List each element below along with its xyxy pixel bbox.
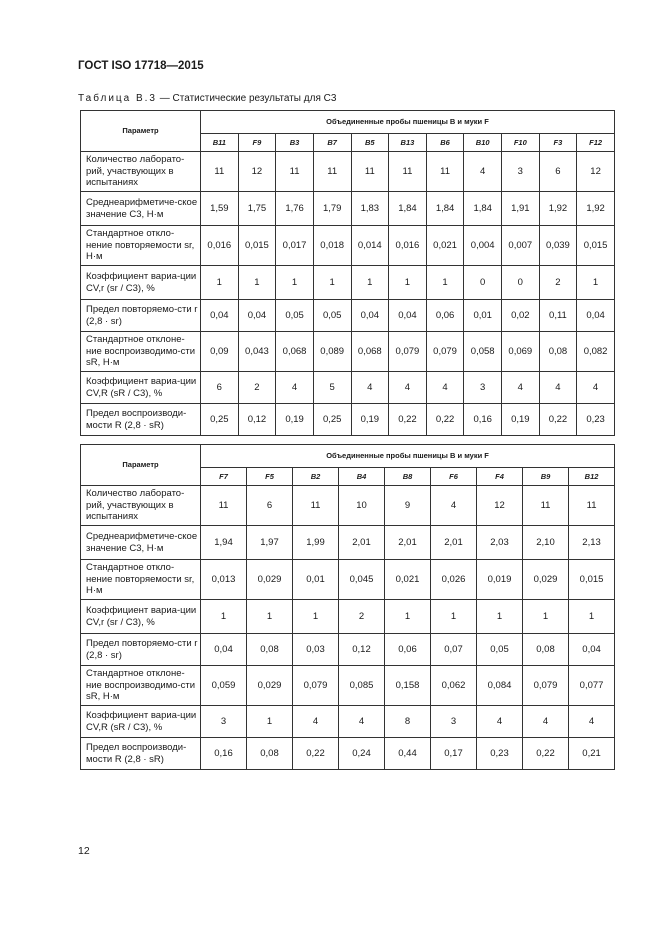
row-label: Стандартное откло-нение повторяемости sr, Н·м [81,226,201,266]
sample-code-header: B7 [313,134,351,152]
table-cell: 1 [201,266,239,300]
table-cell: 0,12 [238,404,276,436]
table-cell: 0,015 [569,560,615,600]
table-cell: 1,83 [351,192,389,226]
table-caption [78,93,336,104]
table-cell: 1 [577,266,615,300]
sample-code-header: B6 [426,134,464,152]
table-cell: 1,92 [539,192,577,226]
table-cell: 0,089 [313,332,351,372]
sample-code-header: B4 [339,468,385,486]
table-cell: 0,029 [523,560,569,600]
table-cell: 0,09 [201,332,239,372]
table-cell: 0,026 [431,560,477,600]
table-cell: 0,058 [464,332,502,372]
table-cell: 0,17 [431,738,477,770]
table-caption-prefix: Таблица В.3 [78,93,157,104]
table-cell: 0,07 [431,634,477,666]
table-cell: 4 [351,372,389,404]
row-label: Предел воспроизводи-мости R (2,8 · sR) [81,738,201,770]
table-cell: 0,16 [201,738,247,770]
sample-code-header: F6 [431,468,477,486]
table-row [81,332,615,372]
table-cell: 1,94 [201,526,247,560]
group-header: Объединенные пробы пшеницы B и муки F [201,445,615,468]
table-cell: 0,029 [247,666,293,706]
row-label: Стандартное отклоне-ние воспроизводимо-сти sR, Н·м [81,666,201,706]
table-cell: 1 [477,600,523,634]
table-cell: 0,014 [351,226,389,266]
table-cell: 6 [201,372,239,404]
page-number: 12 [78,845,90,857]
sample-code-header: F5 [247,468,293,486]
table-cell: 1 [238,266,276,300]
table-cell: 11 [276,152,314,192]
table-cell: 0,08 [523,634,569,666]
table-cell: 0,018 [313,226,351,266]
param-header: Параметр [81,111,201,152]
table-cell: 1,84 [389,192,427,226]
sample-code-header: B9 [523,468,569,486]
table-cell: 1,91 [502,192,540,226]
table-cell: 1,92 [577,192,615,226]
table-cell: 4 [569,706,615,738]
row-label: Коэффициент вариа-ции CV,R (sR / C3), % [81,372,201,404]
table-cell: 1 [385,600,431,634]
table-cell: 0,05 [477,634,523,666]
table-cell: 4 [293,706,339,738]
table-cell: 0,04 [351,300,389,332]
row-label: Количество лаборато-рий, участвующих в испытаниях [81,486,201,526]
table-cell: 1 [247,706,293,738]
sample-code-header: B12 [569,468,615,486]
table-row [81,372,615,404]
table-cell: 0,059 [201,666,247,706]
table-cell: 0,043 [238,332,276,372]
table-cell: 0,22 [523,738,569,770]
table-cell: 2,13 [569,526,615,560]
table-cell: 1 [351,266,389,300]
table-cell: 8 [385,706,431,738]
table-cell: 0,084 [477,666,523,706]
table-row [81,526,615,560]
row-label: Предел повторяемо-сти r (2,8 · sr) [81,634,201,666]
row-label: Стандартное откло-нение повторяемости sr, Н·м [81,560,201,600]
row-label: Среднеарифметиче-ское значение C3, Н·м [81,526,201,560]
table-row [81,486,615,526]
sample-code-header: F12 [577,134,615,152]
table-cell: 11 [201,152,239,192]
sample-code-header: F3 [539,134,577,152]
table-caption-title: — Статистические результаты для С3 [157,93,337,104]
table-cell: 0,069 [502,332,540,372]
table-cell: 0 [464,266,502,300]
table-cell: 0,04 [577,300,615,332]
table-cell: 0,04 [238,300,276,332]
table-cell: 0,015 [577,226,615,266]
table-cell: 0,039 [539,226,577,266]
sample-code-header: F9 [238,134,276,152]
table-cell: 1,76 [276,192,314,226]
table-cell: 0,021 [426,226,464,266]
table-cell: 1,75 [238,192,276,226]
table-cell: 0,22 [389,404,427,436]
table-cell: 4 [276,372,314,404]
table-cell: 0,03 [293,634,339,666]
table-cell: 0,068 [276,332,314,372]
table-cell: 0,11 [539,300,577,332]
results-table-2 [80,444,615,770]
table-cell: 1 [201,600,247,634]
table-cell: 0,01 [293,560,339,600]
sample-code-header: B13 [389,134,427,152]
table-cell: 0,05 [276,300,314,332]
table-cell: 6 [247,486,293,526]
row-label: Предел повторяемо-сти r (2,8 · sr) [81,300,201,332]
table-cell: 0,045 [339,560,385,600]
table-cell: 0,079 [389,332,427,372]
table-cell: 11 [293,486,339,526]
table-cell: 1 [276,266,314,300]
table-row [81,600,615,634]
table-cell: 0,05 [313,300,351,332]
table-cell: 11 [523,486,569,526]
sample-code-header: F4 [477,468,523,486]
row-label: Предел воспроизводи-мости R (2,8 · sR) [81,404,201,436]
table-cell: 0,079 [426,332,464,372]
table-cell: 1 [313,266,351,300]
table-cell: 4 [464,152,502,192]
document-header: ГОСТ ISO 17718—2015 [78,60,204,72]
table-cell: 1,97 [247,526,293,560]
table-cell: 3 [201,706,247,738]
table-cell: 3 [502,152,540,192]
sample-code-header: F7 [201,468,247,486]
table-cell: 0,22 [293,738,339,770]
sample-code-header: B11 [201,134,239,152]
sample-code-header: B8 [385,468,431,486]
row-label: Коэффициент вариа-ции CV,r (sr / C3), % [81,266,201,300]
table-cell: 2 [539,266,577,300]
table-cell: 0,19 [276,404,314,436]
table-cell: 12 [577,152,615,192]
sample-code-header: F10 [502,134,540,152]
table-cell: 0,12 [339,634,385,666]
table-cell: 0,21 [569,738,615,770]
row-label: Среднеарифметиче-ское значение C3, Н·м [81,192,201,226]
table-cell: 0,079 [523,666,569,706]
table-cell: 0,015 [238,226,276,266]
table-cell: 1 [247,600,293,634]
table-cell: 2,03 [477,526,523,560]
sample-code-header: B2 [293,468,339,486]
table-cell: 0,013 [201,560,247,600]
table-cell: 2,01 [431,526,477,560]
table-cell: 9 [385,486,431,526]
table-cell: 11 [389,152,427,192]
table-cell: 0,22 [426,404,464,436]
table-cell: 1 [293,600,339,634]
table-cell: 3 [464,372,502,404]
table-cell: 4 [502,372,540,404]
table-row [81,404,615,436]
table-cell: 0,04 [389,300,427,332]
row-label: Коэффициент вариа-ции CV,R (sR / C3), % [81,706,201,738]
table-cell: 0,06 [426,300,464,332]
table-cell: 11 [569,486,615,526]
table-cell: 1,79 [313,192,351,226]
table-cell: 4 [389,372,427,404]
table-cell: 0,22 [539,404,577,436]
table-row [81,300,615,332]
table-cell: 0,158 [385,666,431,706]
table-cell: 0,019 [477,560,523,600]
table-row [81,226,615,266]
table-cell: 11 [351,152,389,192]
table-cell: 0,017 [276,226,314,266]
table-cell: 1,84 [426,192,464,226]
table-cell: 0,25 [201,404,239,436]
sample-code-header: B5 [351,134,389,152]
table-cell: 0,06 [385,634,431,666]
table-cell: 0,079 [293,666,339,706]
param-header: Параметр [81,445,201,486]
table-cell: 0,085 [339,666,385,706]
table-cell: 4 [539,372,577,404]
table-row [81,266,615,300]
table-cell: 0,16 [464,404,502,436]
group-header: Объединенные пробы пшеницы B и муки F [201,111,615,134]
table-cell: 0,08 [247,634,293,666]
table-cell: 0,19 [502,404,540,436]
table-cell: 10 [339,486,385,526]
table-cell: 2 [339,600,385,634]
table-cell: 2,01 [385,526,431,560]
table-cell: 4 [426,372,464,404]
table-row [81,152,615,192]
table-cell: 4 [339,706,385,738]
table-cell: 0,08 [247,738,293,770]
table-cell: 5 [313,372,351,404]
table-cell: 0,068 [351,332,389,372]
table-cell: 0,25 [313,404,351,436]
sample-code-header: B3 [276,134,314,152]
row-label: Коэффициент вариа-ции CV,r (sr / C3), % [81,600,201,634]
table-cell: 0,24 [339,738,385,770]
sample-code-header: B10 [464,134,502,152]
table-cell: 1 [523,600,569,634]
table-cell: 1 [426,266,464,300]
results-table-1 [80,110,615,436]
table-cell: 11 [426,152,464,192]
table-cell: 0,082 [577,332,615,372]
table-cell: 0,44 [385,738,431,770]
table-cell: 4 [523,706,569,738]
table-cell: 1 [431,600,477,634]
table-cell: 0,04 [201,300,239,332]
table-cell: 2,01 [339,526,385,560]
table-cell: 1,59 [201,192,239,226]
table-cell: 2,10 [523,526,569,560]
table-cell: 1 [389,266,427,300]
table-cell: 0,02 [502,300,540,332]
table-cell: 1,84 [464,192,502,226]
table-cell: 1,99 [293,526,339,560]
table-cell: 0,016 [201,226,239,266]
table-cell: 0 [502,266,540,300]
table-row [81,634,615,666]
table-cell: 11 [201,486,247,526]
row-label: Количество лаборато-рий, участвующих в испытаниях [81,152,201,192]
table-cell: 4 [477,706,523,738]
table-cell: 0,077 [569,666,615,706]
table-cell: 0,23 [577,404,615,436]
table-cell: 2 [238,372,276,404]
table-row [81,738,615,770]
table-row [81,666,615,706]
table-row [81,192,615,226]
table-cell: 11 [313,152,351,192]
table-cell: 0,23 [477,738,523,770]
table-cell: 1 [569,600,615,634]
table-row [81,560,615,600]
table-cell: 0,016 [389,226,427,266]
table-cell: 4 [577,372,615,404]
table-cell: 0,04 [201,634,247,666]
table-cell: 6 [539,152,577,192]
table-cell: 0,021 [385,560,431,600]
table-cell: 0,04 [569,634,615,666]
table-cell: 4 [431,486,477,526]
table-cell: 3 [431,706,477,738]
table-cell: 0,19 [351,404,389,436]
table-cell: 0,062 [431,666,477,706]
table-cell: 0,08 [539,332,577,372]
table-cell: 12 [477,486,523,526]
table-row [81,706,615,738]
table-cell: 0,01 [464,300,502,332]
table-cell: 12 [238,152,276,192]
table-cell: 0,029 [247,560,293,600]
row-label: Стандартное отклоне-ние воспроизводимо-сти sR, Н·м [81,332,201,372]
table-cell: 0,004 [464,226,502,266]
table-cell: 0,007 [502,226,540,266]
